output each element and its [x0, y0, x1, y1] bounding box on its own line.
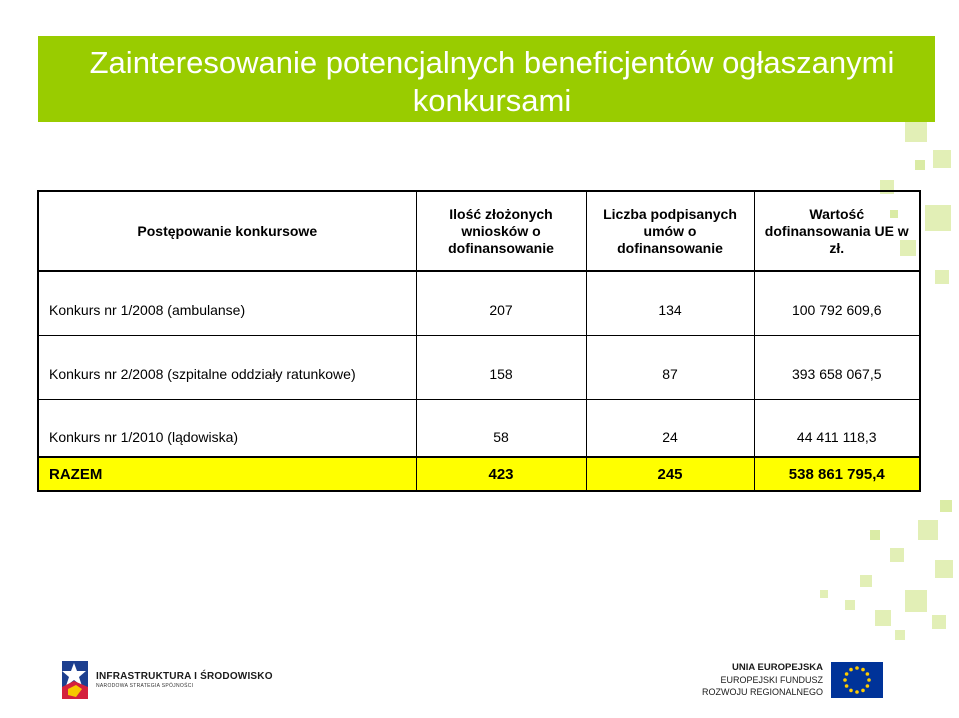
row-name: Konkurs nr 1/2010 (lądowiska)	[38, 400, 416, 458]
table-row	[38, 400, 920, 458]
eu-logo-line: UNIA EUROPEJSKA	[732, 662, 824, 673]
title-bar	[38, 36, 935, 122]
eu-logo	[702, 656, 883, 704]
infrastructure-logo	[60, 656, 273, 704]
table-row	[38, 336, 920, 400]
header-value: Wartość dofinansowania UE w zł.	[754, 191, 920, 271]
total-name: RAZEM	[38, 457, 416, 491]
row-name: Konkurs nr 1/2008 (ambulanse)	[38, 271, 416, 336]
row-value: 100 792 609,6	[754, 271, 920, 336]
eu-logo-line: ROZWOJU REGIONALNEGO	[702, 687, 824, 697]
table-header-row	[38, 191, 920, 271]
row-applications: 158	[416, 336, 586, 400]
row-contracts: 87	[586, 336, 754, 400]
table-row	[38, 271, 920, 336]
row-contracts: 134	[586, 271, 754, 336]
total-contracts: 245	[586, 457, 754, 491]
page-title: Zainteresowanie potencjalnych beneficjentów ogłaszanymi konkursami	[89, 45, 895, 118]
left-logo-title: INFRASTRUKTURA I ŚRODOWISKO	[96, 670, 273, 682]
eu-flag-icon	[831, 662, 883, 698]
left-logo-subtitle: NARODOWA STRATEGIA SPÓJNOŚCI	[96, 682, 194, 689]
total-value: 538 861 795,4	[754, 457, 920, 491]
eu-logo-line: EUROPEJSKI FUNDUSZ	[720, 675, 824, 685]
row-applications: 58	[416, 400, 586, 458]
row-value: 44 411 118,3	[754, 400, 920, 458]
star-arrow-logo-icon	[60, 659, 90, 701]
header-applications: Ilość złożonych wniosków o dofinansowanie	[416, 191, 586, 271]
row-contracts: 24	[586, 400, 754, 458]
header-procedure: Postępowanie konkursowe	[38, 191, 416, 271]
row-applications: 207	[416, 271, 586, 336]
beneficiaries-table	[37, 190, 921, 492]
total-applications: 423	[416, 457, 586, 491]
row-name: Konkurs nr 2/2008 (szpitalne oddziały ratunkowe)	[38, 336, 416, 400]
table-total-row	[38, 457, 920, 491]
header-contracts: Liczba podpisanych umów o dofinansowanie	[586, 191, 754, 271]
row-value: 393 658 067,5	[754, 336, 920, 400]
